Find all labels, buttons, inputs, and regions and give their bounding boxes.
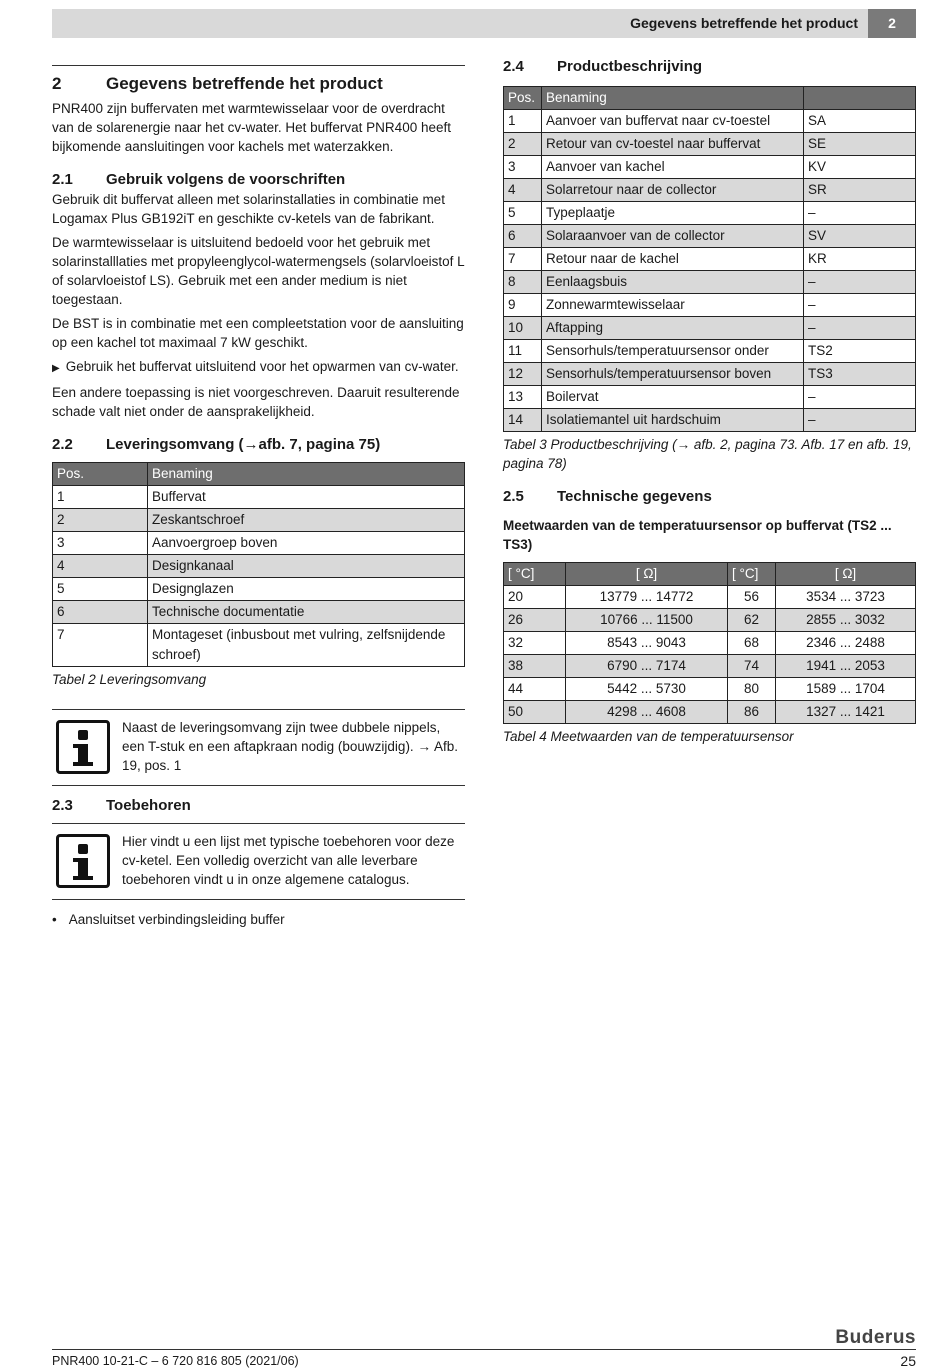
table-row: 26 10766 ... 11500 62 2855 ... 3032 (504, 609, 916, 632)
table-row: 50 4298 ... 4608 86 1327 ... 1421 (504, 701, 916, 724)
table-row: 4 Solarretour naar de collector SR (504, 179, 916, 202)
table-row: 4 Designkanaal (53, 555, 465, 578)
accessories-note (52, 823, 465, 900)
section-2-4-heading: 2.4 Productbeschrijving (503, 58, 703, 75)
page-header (52, 9, 868, 38)
accessories-list-item: • Aansluitset verbindingsleiding buffer (52, 912, 285, 927)
delivery-note (52, 709, 465, 786)
page-number: 25 (900, 1353, 916, 1369)
table-row: 5 Typeplaatje – (504, 202, 916, 225)
table-row: 12 Sensorhuls/temperatuursensor boven TS3 (504, 363, 916, 386)
footer-divider (52, 1349, 916, 1350)
table-row: 1 Buffervat (53, 486, 465, 509)
table-row: 7 Retour naar de kachel KR (504, 248, 916, 271)
section-2-1-p1: Gebruik dit buffervat alleen met solarinstallaties in combinatie met Logamax Plus GB192iT en geschikte cv-ketels van de fabrikant. (52, 192, 445, 226)
table-row: 2 Retour van cv-toestel naar buffervat SE (504, 133, 916, 156)
product-table (503, 86, 916, 432)
table-row: 11 Sensorhuls/temperatuursensor onder TS2 (504, 340, 916, 363)
table-row: 2 Zeskantschroef (53, 509, 465, 532)
sensor-table (503, 562, 916, 724)
table-row: 7 Montageset (inbusbout met vulring, zelfsnijdende schroef) (53, 624, 465, 667)
table-row: 6 Technische documentatie (53, 601, 465, 624)
section-2-1-heading: 2.1 Gebruik volgens de voorschriften (52, 171, 346, 188)
section-2-heading: 2 Gegevens betreffende het product (52, 74, 383, 93)
section-2-intro: PNR400 zijn buffervaten met warmtewisselaar voor de overdracht van de solarenergie naar het cv-water. Het buffervat PNR400 heeft bijkomende aansluitingen voor kachels met waterzakken. (52, 101, 451, 154)
left-column (52, 65, 465, 929)
table-row: 14 Isolatiemantel uit hardschuim – (504, 409, 916, 432)
table-row: 3 Aanvoergroep boven (53, 532, 465, 555)
chapter-number: 2 (868, 9, 916, 38)
table-2-caption: Tabel 2 Leveringsomvang (52, 672, 207, 687)
accessories-note-text: Hier vindt u een lijst met typische toebehoren voor deze cv-ketel. Een volledig overzicht van alle leverbare toebehoren vindt u in onze algemene catalogus. (122, 834, 455, 887)
table-4-caption: Tabel 4 Meetwaarden van de temperatuursensor (503, 729, 794, 744)
table-row: 20 13779 ... 14772 56 3534 ... 3723 (504, 586, 916, 609)
table-header-row: [ °C] [ Ω] [ °C] [ Ω] (504, 563, 916, 586)
table-header-row: Pos. Benaming (53, 463, 465, 486)
triangle-bullet-icon: ▶ (52, 363, 60, 374)
section-2-1-p3: De BST is in combinatie met een compleetstation voor de aansluiting op een kachel tot maximaal 7 kW geschikt. (52, 316, 464, 350)
info-icon (56, 834, 110, 888)
sensor-table-title: Meetwaarden van de temperatuursensor op buffervat (TS2 ... TS3) (503, 518, 892, 552)
table-row: 9 Zonnewarmtewisselaar – (504, 294, 916, 317)
header-title: Gegevens betreffende het product (630, 15, 858, 31)
buderus-logo: Buderus (835, 1327, 916, 1348)
table-row: 32 8543 ... 9043 68 2346 ... 2488 (504, 632, 916, 655)
section-2-1-bullet: ▶ Gebruik het buffervat uitsluitend voor het opwarmen van cv-water. (52, 359, 459, 374)
table-row: 5 Designglazen (53, 578, 465, 601)
table-row: 10 Aftapping – (504, 317, 916, 340)
table-row: 6 Solaraanvoer van de collector SV (504, 225, 916, 248)
footer-doc-id: PNR400 10-21-C – 6 720 816 805 (2021/06) (52, 1354, 299, 1368)
table-header-row: Pos. Benaming (504, 87, 916, 110)
section-2-1-p2: De warmtewisselaar is uitsluitend bedoeld voor het gebruik met solarinstalllaties met propyleenglycol-watermengsels (solarvloeistof L of solarvloeistof LS). Gebruik met een ander medium is niet toegestaan. (52, 235, 465, 307)
table-row: 44 5442 ... 5730 80 1589 ... 1704 (504, 678, 916, 701)
table-row: 13 Boilervat – (504, 386, 916, 409)
right-column (503, 57, 916, 746)
table-row: 3 Aanvoer van kachel KV (504, 156, 916, 179)
delivery-note-text: Naast de leveringsomvang zijn twee dubbele nippels, een T-stuk en een aftapkraan nodig (bouwzijdig). → Afb. 19, pos. 1 (122, 720, 458, 773)
table-row: 38 6790 ... 7174 74 1941 ... 2053 (504, 655, 916, 678)
section-2-1-p4: Een andere toepassing is niet voorgeschreven. Daaruit resulterende schade valt niet onder de aansprakelijkheid. (52, 385, 460, 419)
table-row: 8 Eenlaagsbuis – (504, 271, 916, 294)
section-2-2-heading: 2.2 Leveringsomvang (→afb. 7, pagina 75) (52, 436, 381, 453)
section-2-5-heading: 2.5 Technische gegevens (503, 488, 712, 505)
bullet-dot-icon: • (52, 912, 57, 927)
delivery-table (52, 462, 465, 667)
info-icon (56, 720, 110, 774)
table-row: 1 Aanvoer van buffervat naar cv-toestel SA (504, 110, 916, 133)
table-3-caption: Tabel 3 Productbeschrijving (→ afb. 2, pagina 73. Afb. 17 en afb. 19, pagina 78) (503, 437, 912, 471)
section-2-3-heading: 2.3 Toebehoren (52, 797, 191, 814)
